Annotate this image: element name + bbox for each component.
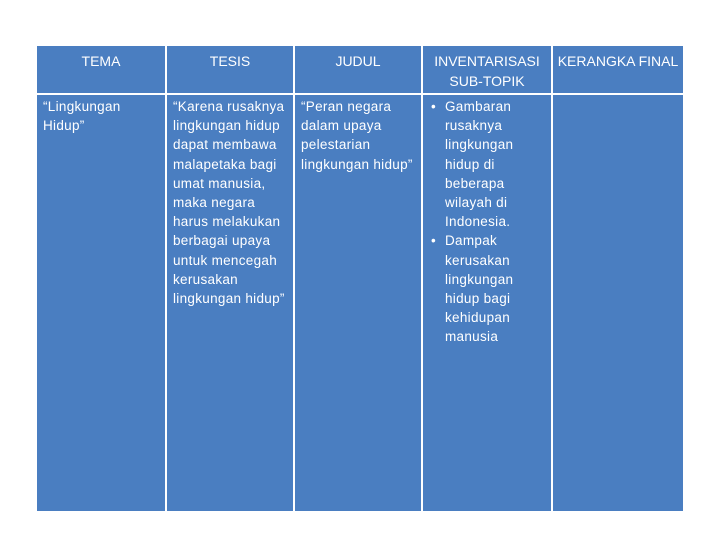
column-divider	[551, 46, 553, 511]
cell-tema: “Lingkungan Hidup”	[43, 99, 121, 134]
cell-tesis: “Karena rusaknya lingkungan hidup dapat membawa malapetaka bagi umat manusia, maka negara harus melakukan berbagai upaya untuk mencegah kerusakan lingkungan hidup”	[173, 99, 285, 307]
cell-judul: “Peran negara dalam upaya pelestarian lingkungan hidup”	[301, 99, 413, 172]
cell-inventarisasi-sub-topik	[429, 97, 529, 347]
header-kerangka-final: KERANGKA FINAL	[557, 53, 679, 69]
header-divider	[37, 93, 683, 95]
column-divider	[293, 46, 295, 511]
list-item: • Dampak kerusakan lingkungan hidup bagi kehidupan manusia	[429, 231, 529, 346]
header-inventarisasi-sub-topik: INVENTARISASI SUB-TOPIK	[434, 53, 540, 89]
column-divider	[421, 46, 423, 511]
header-tema: TEMA	[81, 53, 121, 69]
column-divider	[165, 46, 167, 511]
list-item: • Gambaran rusaknya lingkungan hidup di beberapa wilayah di Indonesia.	[429, 97, 529, 231]
subtopic-list	[429, 97, 529, 347]
outline-table	[36, 45, 684, 512]
header-judul: JUDUL	[335, 53, 381, 69]
header-tesis: TESIS	[209, 53, 251, 69]
